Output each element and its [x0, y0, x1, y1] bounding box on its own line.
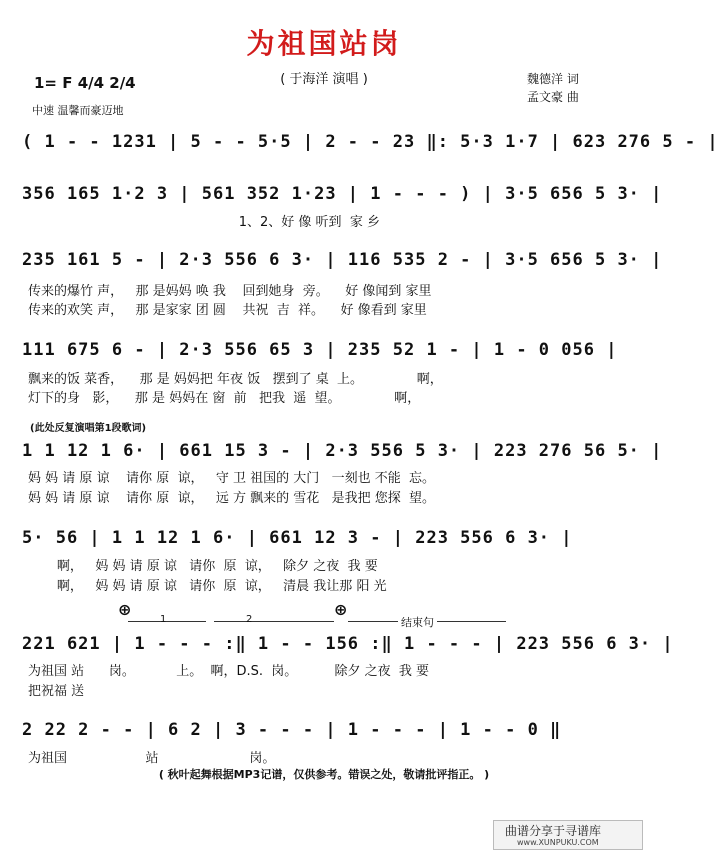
- key-signature: 1= F 4/4 2/4: [34, 74, 136, 92]
- score-line-6: 5· 56 | 1 1 12 1 6· | 661 12 3 - | 223 556 6 3· |: [22, 528, 573, 548]
- score-line-1: ( 1 - - 1231 | 5 - - 5·5 | 2 - - 23 ‖: 5·3 1·7 | 623 276 5 - |: [22, 132, 719, 152]
- lyric-line: 传来的爆竹 声， 那 是妈妈 唤 我 回到她身 旁。 好 像闻到 家里: [28, 284, 432, 299]
- volta-2-label: 2: [246, 614, 253, 625]
- lyricist-credit: 魏德洋 词: [527, 72, 579, 86]
- watermark-text: 曲谱分享于寻谱库: [505, 824, 602, 838]
- volta-bracket: [128, 621, 206, 622]
- transcriber-note: ( 秋叶起舞根据MP3记谱，仅供参考。错误之处，敬请批评指正。 ): [158, 768, 490, 781]
- score-line-3: 235 161 5 - | 2·3 556 6 3· | 116 535 2 - | 3·5 656 5 3· |: [22, 250, 663, 270]
- watermark-url: www.XUNPUKU.COM: [517, 838, 599, 847]
- lyric-line: 妈 妈 请 原 谅 请你 原 谅， 守 卫 祖国的 大门 一刻也 不能 忘。: [28, 471, 436, 486]
- score-line-4: 111 675 6 - | 2·3 556 65 3 | 235 52 1 - | 1 - 0 056 |: [22, 340, 618, 360]
- score-line-2: 356 165 1·2 3 | 561 352 1·23 | 1 - - - ) | 3·5 656 5 3· |: [22, 184, 663, 204]
- coda-sign: ⊕: [118, 600, 132, 619]
- lyric-line: 为祖国 站 岗。 上。 啊，D.S. 岗。 除夕 之夜 我 要: [28, 664, 430, 679]
- coda-sign: ⊕: [334, 600, 348, 619]
- lyric-line: 啊， 妈 妈 请 原 谅 请你 原 谅， 除夕 之夜 我 要: [28, 559, 378, 574]
- repeat-instruction: (此处反复演唱第1段歌词): [30, 423, 147, 434]
- lyric-line: 啊， 妈 妈 请 原 谅 请你 原 谅， 清晨 我让那 阳 光: [28, 579, 387, 594]
- lyric-line: 灯下的身 影， 那 是 妈妈在 窗 前 把我 遥 望。 啊，: [28, 391, 421, 406]
- song-title: 为祖国站岗: [246, 27, 402, 60]
- lyric-line: 飘来的饭 菜香， 那 是 妈妈把 年夜 饭 摆到了 桌 上。 啊，: [28, 372, 443, 387]
- score-line-8: 2 22 2 - - | 6 2 | 3 - - - | 1 - - - | 1 - - 0 ‖: [22, 720, 562, 740]
- lyric-line: 把祝福 送: [28, 684, 85, 699]
- lyric-line: 传来的欢笑 声， 那 是家家 团 圆 共祝 吉 祥。 好 像看到 家里: [28, 303, 427, 318]
- ending-label: 结束句: [398, 614, 437, 630]
- tempo-marking: 中速 温馨而豪迈地: [32, 104, 124, 117]
- lyric-line: 1、2、好 像 听到 家 乡: [28, 215, 380, 230]
- score-line-7: 221 621 | 1 - - - :‖ 1 - - 156 :‖ 1 - - - | 223 556 6 3· |: [22, 634, 674, 654]
- lyric-line: 妈 妈 请 原 谅 请你 原 谅， 远 方 飘来的 雪花 是我把 您探 望。: [28, 491, 436, 506]
- lyric-line: 为祖国 站 岗。: [28, 751, 276, 766]
- volta-bracket: [214, 621, 334, 622]
- composer-credit: 孟文豪 曲: [527, 90, 579, 104]
- volta-1-label: 1: [160, 614, 167, 625]
- singer-credit: ( 于海洋 演唱 ): [280, 72, 368, 87]
- score-line-5: 1 1 12 1 6· | 661 15 3 - | 2·3 556 5 3· | 223 276 56 5· |: [22, 441, 663, 461]
